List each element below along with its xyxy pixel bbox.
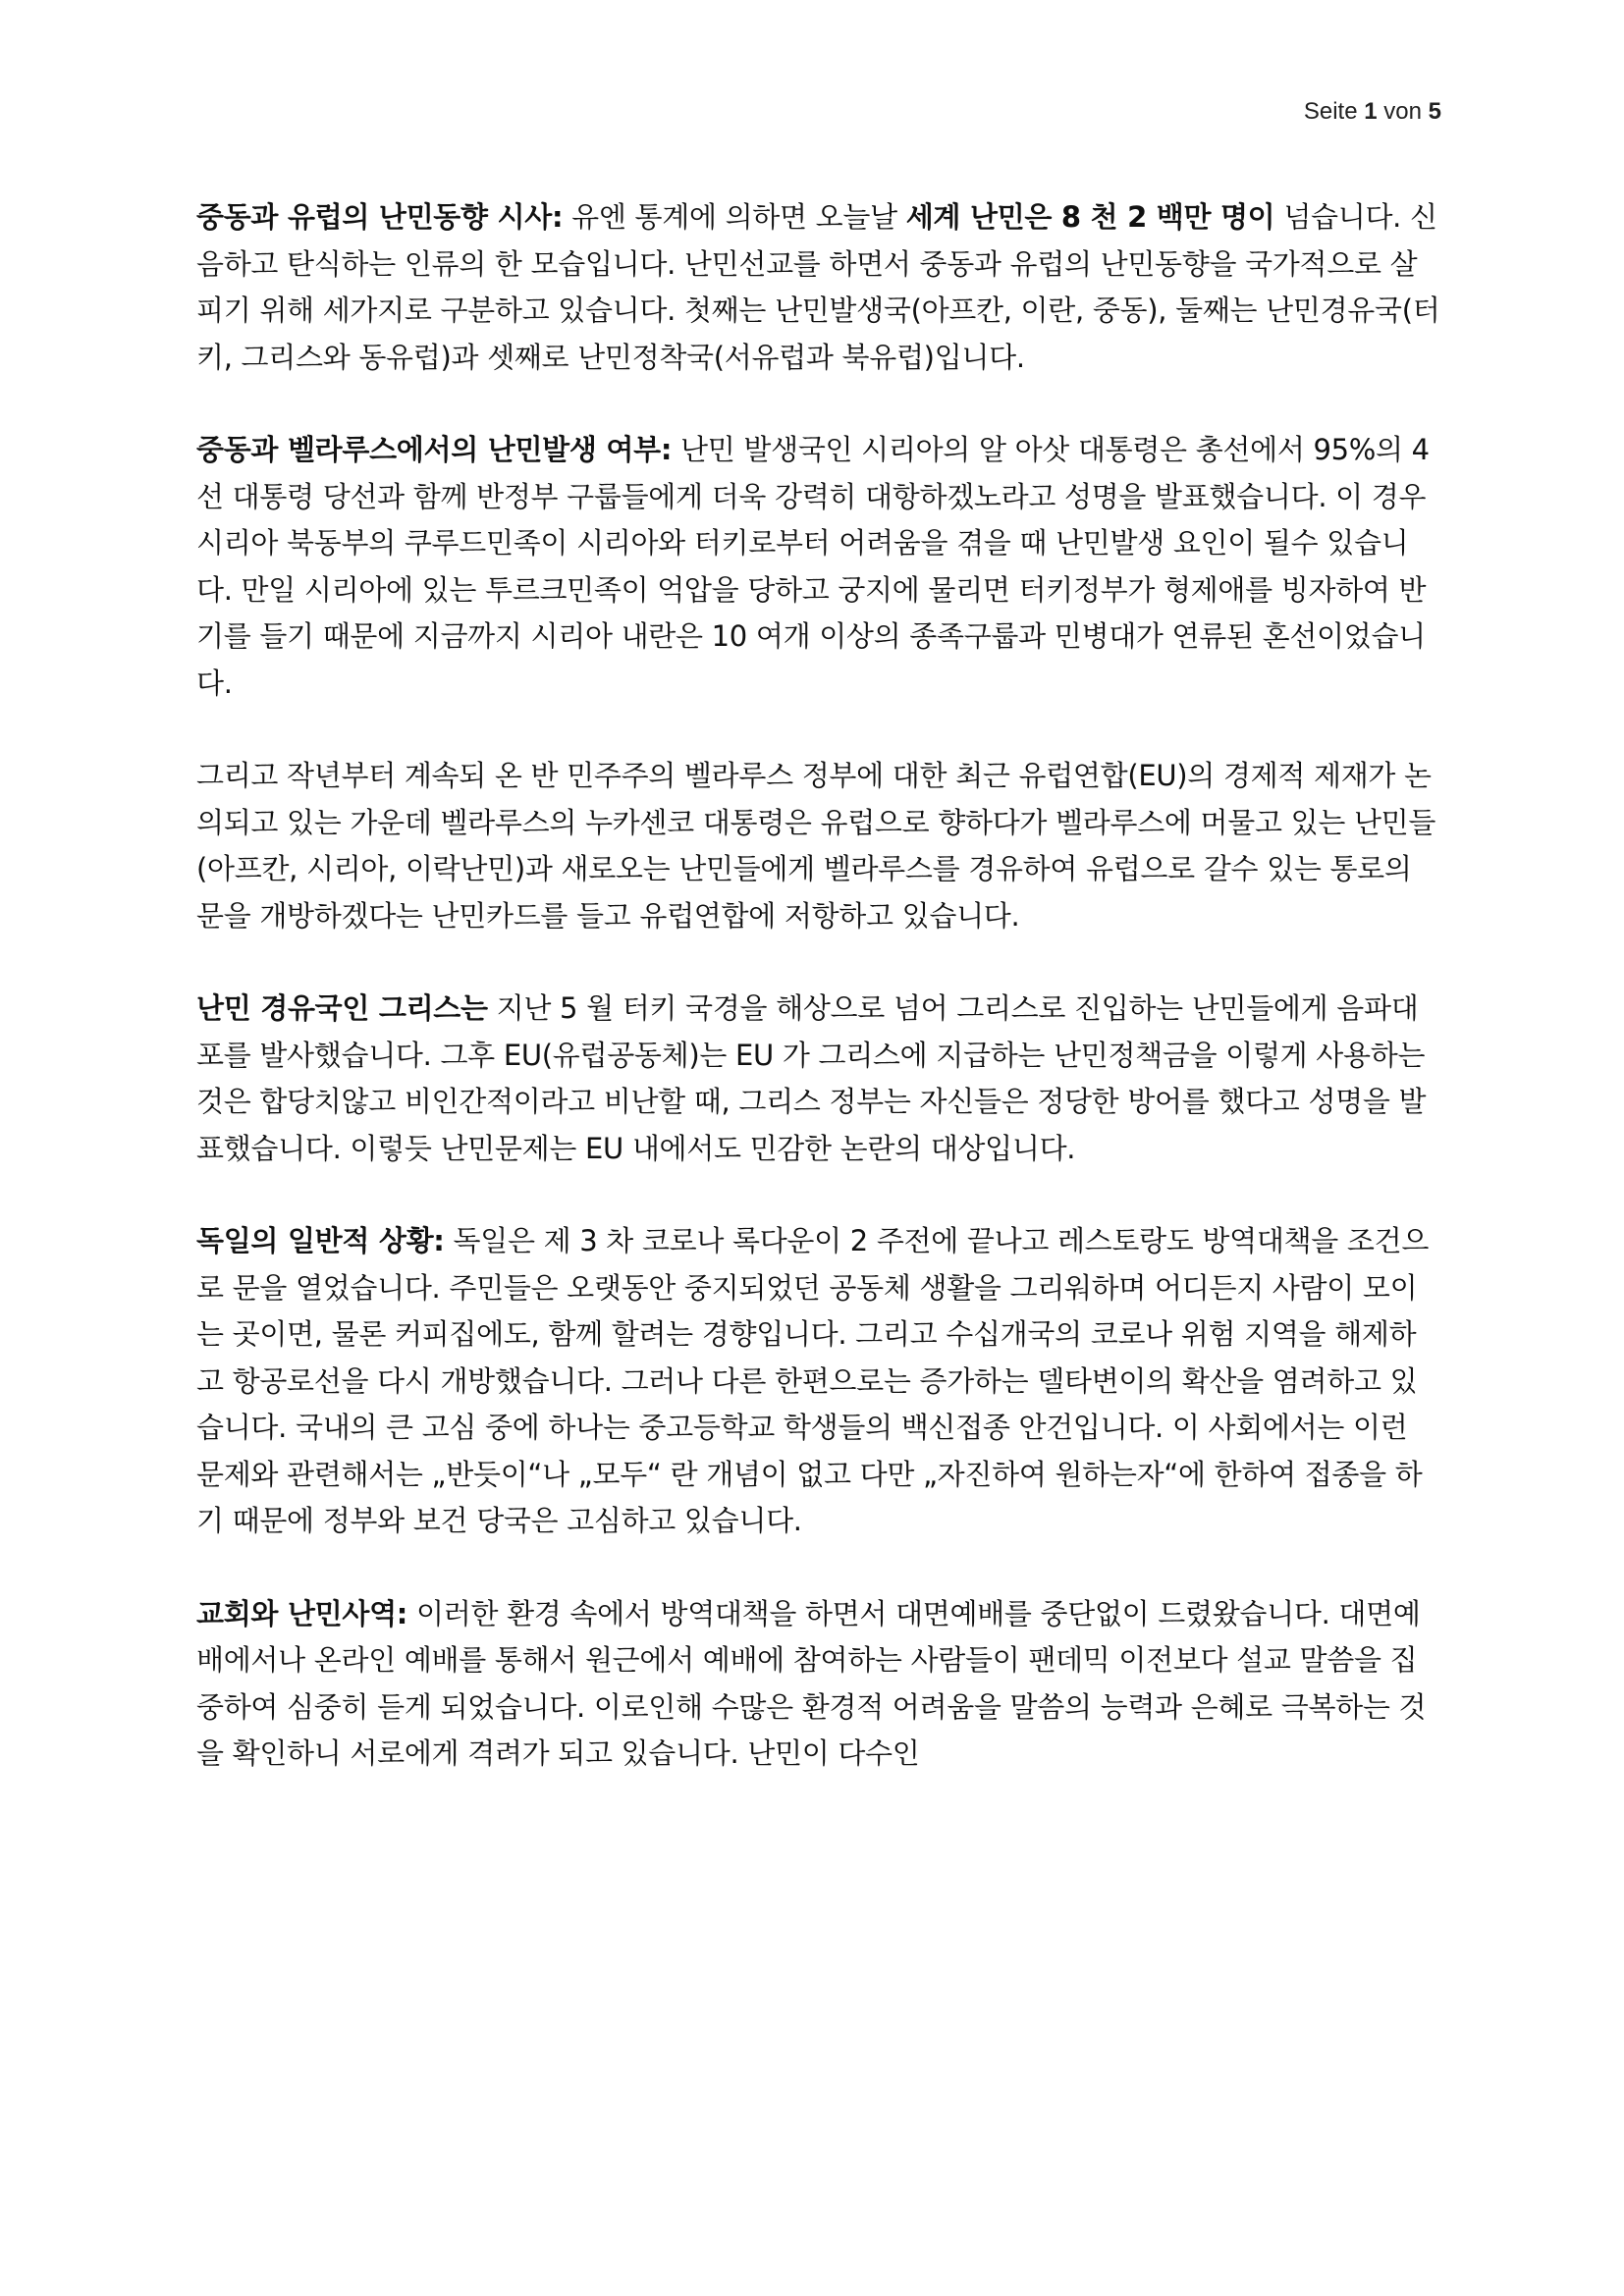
paragraph-text: 독일은 제 3 차 코로나 록다운이 2 주전에 끝나고 레스토랑도 방역대책을 조건으로 문을 열었습니다. 주민들은 오랫동안 중지되었던 공동체 생활을 그리워하며 어디든지 사람이 모이는 곳이면, 물론 커피집에도, 함께 할려는 경향입니다. 그리고 수십개국의 코로나 위험 지역을 해제하고 항공로선을 다시 개방했습니다. 그러나 다른 한편으로는 증가하는 델타변이의 확산을 염려하고 있습니다. 국내의 큰 고심 중에 하나는 중고등학교 학생들의 백신접종 안건입니다. 이 사회에서는 이런 문제와 관련해서는 „반듯이“나 „모두“ 란 개념이 없고 다만 „자진하여 원하는자“에 한하여 접종을 하기 때문에 정부와 보건 당국은 고심하고 있습니다. <box>196 1224 1430 1537</box>
paragraph-text: 유엔 통계에 의하면 오늘날 <box>563 200 906 234</box>
paragraph-heading: 중동과 벨라루스에서의 난민발생 여부: <box>196 433 673 466</box>
highlight-text: 세계 난민은 8 천 2 백만 명이 <box>905 200 1275 234</box>
paragraph-germany <box>196 1218 1443 1545</box>
paragraph-text: 그리고 작년부터 계속되 온 반 민주주의 벨라루스 정부에 대한 최근 유럽연합(EU)의 경제적 제재가 논의되고 있는 가운데 벨라루스의 누카센코 대통령은 유럽으로 향하다가 벨라루스에 머물고 있는 난민들(아프칸, 시리아, 이락난민)과 새로오는 난민들에게 벨라루스를 경유하여 유럽으로 갈수 있는 통로의 문을 개방하겠다는 난민카드를 들고 유럽연합에 저항하고 있습니다. <box>196 759 1436 933</box>
document-body <box>196 194 1443 1824</box>
paragraph-text: 난민 발생국인 시리아의 알 아삿 대통령은 총선에서 95%의 4 선 대통령 당선과 함께 반정부 구룹들에게 더욱 강력히 대항하겠노라고 성명을 발표했습니다. 이 경우 시리아 북동부의 쿠루드민족이 시리아와 터키로부터 어려움을 겪을 때 난민발생 요인이 될수 있습니다. 만일 시리아에 있는 투르크민족이 억압을 당하고 궁지에 물리면 터키정부가 형제애를 빙자하여 반기를 들기 때문에 지금까지 시리아 내란은 10 여개 이상의 종족구룹과 민병대가 연류된 혼선이었습니다. <box>196 433 1430 700</box>
paragraph-heading: 난민 경유국인 그리스는 <box>196 991 488 1025</box>
page-label-of: von <box>1383 98 1422 125</box>
paragraph-text: 넘습니다. 신음하고 탄식하는 인류의 한 모습입니다. 난민선교를 하면서 중동과 유럽의 난민동향을 국가적으로 살피기 위해 세가지로 구분하고 있습니다. 첫째는 난민발생국(아프칸, 이란, 중동), 둘째는 난민경유국(터키, 그리스와 동유럽)과 셋째로 난민정착국(서유럽과 북유럽)입니다. <box>196 200 1440 374</box>
current-page: 1 <box>1364 98 1378 125</box>
paragraph-text: 이러한 환경 속에서 방역대책을 하면서 대면예배를 중단없이 드렸왔습니다. 대면예배에서나 온라인 예배를 통해서 원근에서 예배에 참여하는 사람들이 팬데믹 이전보다 설교 말씀을 집중하여 심중히 듣게 되었습니다. 이로인해 수많은 환경적 어려움을 말씀의 능력과 은혜로 극복하는 것을 확인하니 서로에게 격려가 되고 있습니다. 난민이 다수인 <box>196 1596 1427 1770</box>
paragraph-heading: 교회와 난민사역: <box>196 1596 408 1630</box>
paragraph-greece <box>196 986 1443 1172</box>
page-number <box>1304 98 1441 126</box>
paragraph-middle-east-belarus <box>196 427 1443 707</box>
page-label-prefix: Seite <box>1303 98 1358 125</box>
total-pages: 5 <box>1428 98 1441 125</box>
paragraph-heading: 독일의 일반적 상황: <box>196 1224 445 1257</box>
paragraph-heading: 중동과 유럽의 난민동향 시사: <box>196 200 564 234</box>
paragraph-church-ministry <box>196 1591 1443 1778</box>
paragraph-belarus-eu <box>196 753 1443 939</box>
paragraph-text: 지난 5 월 터키 국경을 해상으로 넘어 그리스로 진입하는 난민들에게 음파대포를 발사했습니다. 그후 EU(유럽공동체)는 EU 가 그리스에 지급하는 난민정책금을 이렇게 사용하는 것은 합당치않고 비인간적이라고 비난할 때, 그리스 정부는 자신들은 정당한 방어를 했다고 성명을 발표했습니다. 이렇듯 난민문제는 EU 내에서도 민감한 논란의 대상입니다. <box>196 991 1427 1165</box>
paragraph-refugee-trends <box>196 194 1443 381</box>
